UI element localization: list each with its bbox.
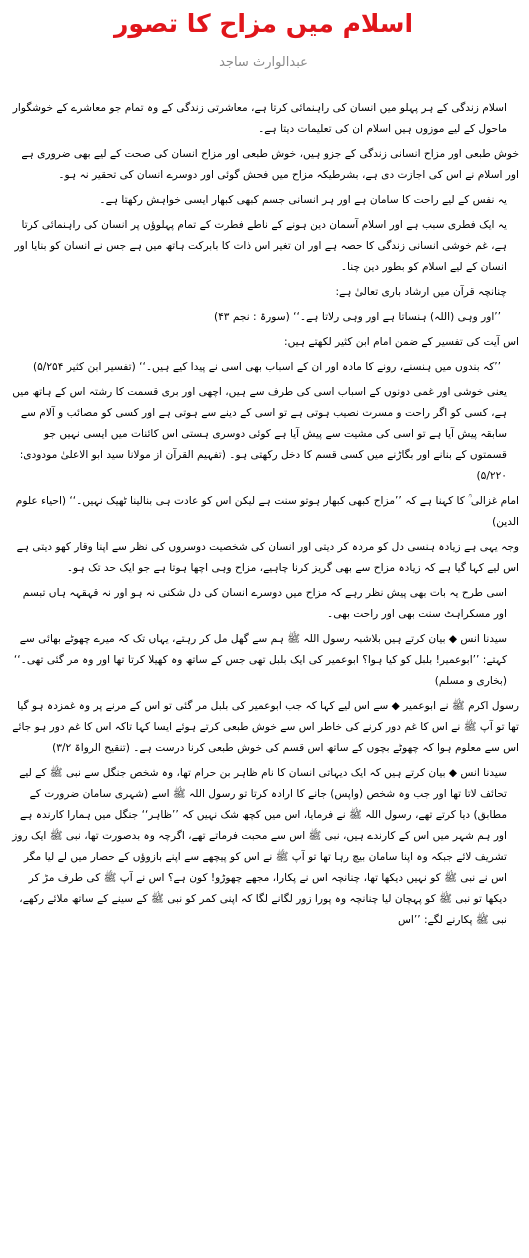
paragraph-tafsir-intro: اس آیت کی تفسیر کے ضمن امام ابن کثیر لکھتے ہیں:	[284, 336, 519, 348]
paragraph-quran-intro: چنانچہ قرآن میں ارشاد باری تعالیٰ ہے:	[335, 286, 507, 298]
article-title: اسلام میں مزاح کا تصور	[113, 9, 414, 38]
quote-ibn-kathir: ’’کہ بندوں میں ہنسنے، رونے کا مادہ اور ان کے اسباب بھی اسی نے پیدا کیے ہیں۔‘‘ (تفسیر ابن کثیر ۵/۲۵۴)	[32, 361, 501, 373]
paragraph-humor-health: خوش طبعی اور مزاح انسانی زندگی کے جزو ہیں، خوش طبعی اور مزاح انسان کی صحت کے لیے بھی ضروری ہے اور اسلام نے اس کی اجازت دی ہے، بشرطیکہ مزاح میں فحش گوئی اور دوسرے انسان کی تحقیر نہ ہو۔	[21, 148, 519, 181]
article-author: عبدالوارث ساجد	[219, 55, 308, 70]
article-body	[8, 98, 519, 931]
paragraph-intro: اسلام زندگی کے ہر پہلو میں انسان کی راہنمائی کرتا ہے، معاشرتی زندگی کے وہ تمام جو معاشرے کے خوشگوار ماحول کے لیے موزوں ہیں اسلام ان کی تعلیمات دیتا ہے۔	[12, 102, 507, 135]
paragraph-destiny: یعنی خوشی اور غمی دونوں کے اسباب اسی کی طرف سے ہیں، اچھی اور بری قسمت کا رشتہ اس کے ہاتھ میں ہے، کسی کو اگر راحت و مسرت نصیب ہوتی ہے تو اسی کے دینے سے ہوتی ہے اور کسی کو مصائب و آلام سے سابقہ پیش آیا ہے تو اسی کی مشیت سے پیش آیا ہے کوئی دوسری ہستی اس کائنات میں ایسی نہیں جو قسمتوں کے بنانے اور بگاڑنے میں کسی قسم کا دخل رکھتی ہو۔ (تفہیم القرآن از مولانا سید ابو الاعلیٰ مودودی: ۵/۲۲۰)	[12, 386, 507, 482]
paragraph-nature: یہ ایک فطری سبب ہے اور اسلام آسمان دین ہونے کے ناطے فطرت کے تمام پہلوؤں پر انسان کی راہنمائی کرتا ہے، غم خوشی انسانی زندگی کا حصہ ہے اور ان تغیر اس ذات کا بابرکت ہاتھ میں ہے جس نے انسان کو بنایا اور انسان کے لیے اسلام کو بطور دین چنا۔	[14, 219, 507, 273]
paragraph-hadith-abu-umair: سیدنا انس ◆ بیان کرتے ہیں بلاشبہ رسول اللہ ﷺ ہم سے گھل مل کر رہتے، یہاں تک کہ میرے چھوٹے بھائی سے کہتے: ’’ابوعمیر! بلبل کو کیا ہوا؟ ابوعمیر کی ایک بلبل تھی جس کے ساتھ وہ کھیلا کرتا تھا اور وہ مر گئی تھی۔‘‘ (بخاری و مسلم)	[13, 633, 507, 687]
paragraph-explanation-abu-umair: رسول اکرم ﷺ نے ابوعمیر ◆ سے اس لیے کہا کہ جب ابوعمیر کی بلبل مر گئی تو اس کے مرنے پر وہ غمزدہ ہو گیا تھا تو آپ ﷺ نے اس کا غم دور کرنے کی خاطر اس سے خوش طبعی کرتے ہوئے ایسا کہا تاکہ اس کا غم دور ہو جائے اس سے معلوم ہوا کہ چھوٹے بچوں کے ساتھ اس قسم کی خوش طبعی کرنا درست ہے۔ (تنقیح الرواۃ ۳/۲)	[12, 700, 519, 754]
paragraph-comfort: یہ نفس کے لیے راحت کا سامان ہے اور ہر انسانی جسم کبھی کبھار ایسی خواہش رکھتا ہے۔	[99, 194, 507, 206]
paragraph-excess-laughter: وجہ یہی ہے زیادہ ہنسی دل کو مردہ کر دیتی اور انسان کی شخصیت دوسروں کی نظر سے اپنا وقار کھو دیتی ہے اس لیے کہا گیا ہے کہ زیادہ مزاح سے بھی گریز کرنا چاہیے، مزاح وہی اچھا ہوتا ہے جو ایک حد تک ہو۔	[16, 541, 519, 574]
paragraph-ghazali: امام غزالی ؒ کا کہنا ہے کہ ’’مزاح کبھی کبھار ہوتو سنت ہے لیکن اس کو عادت ہی بنالینا ٹھیک نہیں۔‘‘ (احیاء علوم الدین)	[15, 495, 519, 528]
quote-quran: ’’اور وہی (اللہ) ہنساتا ہے اور وہی رلاتا ہے۔‘‘ (سورۃ : نجم ۴۳)	[213, 311, 501, 323]
paragraph-smile-sunnah: اسی طرح یہ بات بھی پیش نظر رہے کہ مزاح میں دوسرے انسان کی دل شکنی نہ ہو اور نہ قہقہہ ہاں تبسم اور مسکراہٹ سنت بھی اور راحت بھی۔	[22, 587, 507, 620]
paragraph-hadith-zahir: سیدنا انس ◆ بیان کرتے ہیں کہ ایک دیہاتی انسان کا نام ظاہر بن حرام تھا، وہ شخص جنگل سے نبی ﷺ کے لیے تحائف لاتا تھا اور جب وہ شخص (واپس) جانے کا ارادہ کرتا تو رسول اللہ ﷺ اسے (شہری سامان ضرورت کے مطابق) دیا کرتے تھے، رسول اللہ ﷺ نے فرمایا، اس میں کچھ شک نہیں کہ ’’ظاہر‘‘ جنگل میں ہمارا کارندہ ہے اور ہم شہر میں اس کے کارندے ہیں، نبی ﷺ اس سے محبت فرماتے تھے، اگرچہ وہ بدصورت تھا، نبی ﷺ ایک روز تشریف لائے جبکہ وہ اپنا سامان بیچ رہا تھا تو آپ ﷺ نے اس کو پیچھے سے اپنے بازوؤں کے حصار میں لے لیا مگر اس نے نبی ﷺ کو نہیں دیکھا تھا، چنانچہ اس نے پکارا، مجھے چھوڑو! کون ہے؟ اس نے آپ ﷺ کی طرف مڑ کر دیکھا تو نبی ﷺ کو پہچان لیا چنانچہ وہ پورا زور لگانے لگا کہ اپنی کمر کو نبی ﷺ کے سینے کے ساتھ ملائے رکھے، نبی ﷺ پکارنے لگے: ’’اس	[12, 767, 507, 926]
